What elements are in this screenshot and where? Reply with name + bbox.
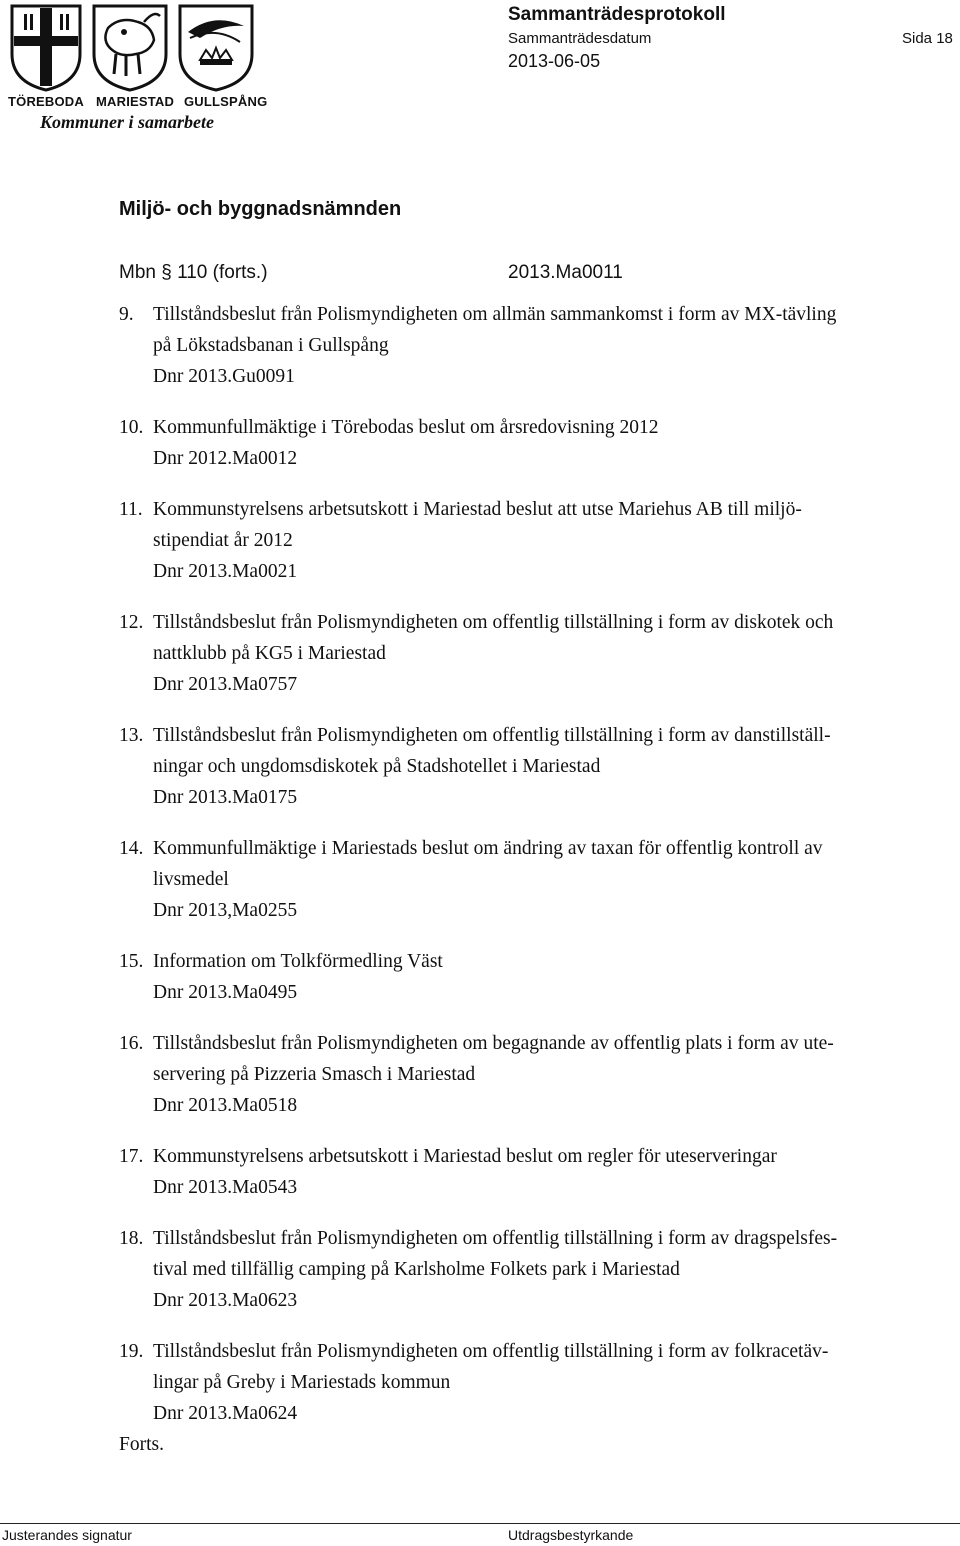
section-dnr: 2013.Ma0011 <box>508 262 623 283</box>
item-text-line: ningar och ungdomsdiskotek på Stadshotellet i Mariestad <box>153 756 601 777</box>
municipality-name-gullspang: GULLSPÅNG <box>184 94 268 109</box>
item-text-line: Information om Tolkförmedling Väst <box>153 951 443 972</box>
item-text-line: Tillståndsbeslut från Polismyndigheten om offentlig tillställning i form av folkracetäv- <box>153 1341 829 1362</box>
item-number: 12. <box>119 612 144 633</box>
footer-divider <box>0 1523 960 1524</box>
coat-of-arms-icons <box>4 2 260 92</box>
page-number: Sida 18 <box>902 30 953 47</box>
item-number: 16. <box>119 1033 144 1054</box>
municipality-name-toreboda: TÖREBODA <box>8 94 84 109</box>
meeting-date-label: Sammanträdesdatum <box>508 30 652 47</box>
item-text-line: Dnr 2013.Ma0021 <box>153 561 298 582</box>
signature-label: Justerandes signatur <box>2 1527 132 1543</box>
item-number: 18. <box>119 1228 144 1249</box>
logo-tagline: Kommuner i samarbete <box>40 112 215 132</box>
item-number: 10. <box>119 417 144 438</box>
item-text-line: Tillståndsbeslut från Polismyndigheten om offentlig tillställning i form av dragspelsfes- <box>153 1228 838 1249</box>
item-text-line: Dnr 2012.Ma0012 <box>153 448 298 469</box>
item-text-line: Dnr 2013.Gu0091 <box>153 366 295 387</box>
municipality-logo <box>4 2 268 132</box>
list-item <box>119 1336 949 1429</box>
item-number: 15. <box>119 951 144 972</box>
item-text-line: Dnr 2013.Ma0518 <box>153 1095 298 1116</box>
list-item <box>119 1141 949 1203</box>
item-text-line: Tillståndsbeslut från Polismyndigheten om offentlig tillställning i form av diskotek och <box>153 612 834 633</box>
item-text-line: Dnr 2013.Ma0495 <box>153 982 298 1003</box>
list-item <box>119 494 949 587</box>
item-text-line: stipendiat år 2012 <box>153 530 293 551</box>
committee-name: Miljö- och byggnadsnämnden <box>119 198 402 220</box>
section-id: Mbn § 110 (forts.) <box>119 262 268 283</box>
list-item <box>119 833 949 926</box>
item-text-line: servering på Pizzeria Smasch i Mariestad <box>153 1064 476 1085</box>
item-text-line: Tillståndsbeslut från Polismyndigheten om offentlig tillställning i form av danstillställ- <box>153 725 831 746</box>
item-text-line: Kommunstyrelsens arbetsutskott i Mariestad beslut att utse Mariehus AB till miljö- <box>153 499 802 520</box>
item-text-line: Kommunfullmäktige i Törebodas beslut om årsredovisning 2012 <box>153 417 659 438</box>
item-text-line: livsmedel <box>153 869 229 890</box>
item-text-line: på Lökstadsbanan i Gullspång <box>153 335 389 356</box>
mariestad-shield-icon <box>94 6 166 90</box>
item-number: 19. <box>119 1341 144 1362</box>
item-number: 9. <box>119 304 134 325</box>
municipality-name-mariestad: MARIESTAD <box>96 94 175 109</box>
item-text-line: Kommunfullmäktige i Mariestads beslut om ändring av taxan för offentlig kontroll av <box>153 838 823 859</box>
item-text-line: Dnr 2013,Ma0255 <box>153 900 298 921</box>
item-text-line: Dnr 2013.Ma0624 <box>153 1403 298 1424</box>
continued-note: Forts. <box>119 1434 164 1455</box>
toreboda-shield-icon <box>12 6 80 90</box>
item-number: 14. <box>119 838 144 859</box>
list-item <box>119 720 949 813</box>
list-item <box>119 299 949 392</box>
meeting-date: 2013-06-05 <box>508 51 601 71</box>
item-text-line: Dnr 2013.Ma0543 <box>153 1177 298 1198</box>
list-item <box>119 412 949 474</box>
list-item <box>119 607 949 700</box>
agenda-item-list <box>119 299 949 1449</box>
item-text-line: Dnr 2013.Ma0175 <box>153 787 298 808</box>
list-item <box>119 1028 949 1121</box>
item-text-line: Tillståndsbeslut från Polismyndigheten om begagnande av offentlig plats i form av ute- <box>153 1033 834 1054</box>
gullspang-shield-icon <box>180 6 252 90</box>
item-number: 11. <box>119 499 143 520</box>
item-text-line: Tillståndsbeslut från Polismyndigheten om allmän sammankomst i form av MX-tävling <box>153 304 837 325</box>
item-number: 17. <box>119 1146 144 1167</box>
list-item <box>119 1223 949 1316</box>
list-item <box>119 946 949 1008</box>
extract-label: Utdragsbestyrkande <box>508 1527 634 1543</box>
item-text-line: Dnr 2013.Ma0757 <box>153 674 298 695</box>
item-text-line: tival med tillfällig camping på Karlsholme Folkets park i Mariestad <box>153 1259 680 1280</box>
item-number: 13. <box>119 725 144 746</box>
item-text-line: nattklubb på KG5 i Mariestad <box>153 643 386 664</box>
item-text-line: Kommunstyrelsens arbetsutskott i Mariestad beslut om regler för uteserveringar <box>153 1146 777 1167</box>
item-text-line: lingar på Greby i Mariestads kommun <box>153 1372 451 1393</box>
protocol-title: Sammanträdesprotokoll <box>508 4 726 25</box>
item-text-line: Dnr 2013.Ma0623 <box>153 1290 298 1311</box>
